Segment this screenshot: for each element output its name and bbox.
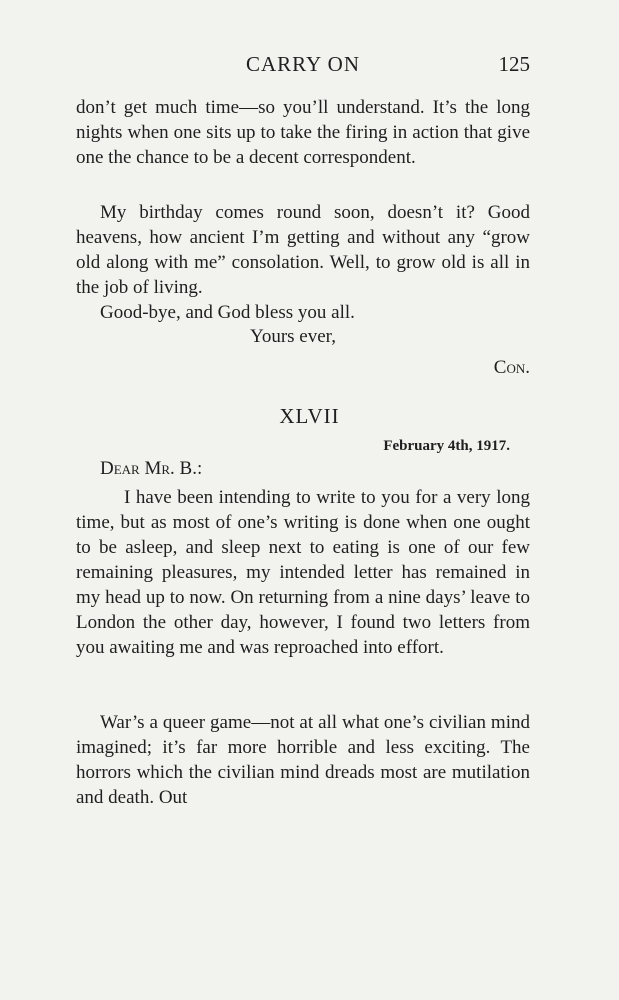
running-title: CARRY ON bbox=[246, 52, 360, 76]
letter-closing: Yours ever, bbox=[250, 326, 336, 347]
letter-body-paragraph-2: War’s a queer game—not at all what one’s civilian mind imagined; it’s far more horrible and less exciting. The horrors which the civilian mind dreads most are mutilation and death. Out bbox=[76, 712, 530, 808]
letter-signature: Con. bbox=[493, 357, 530, 378]
page-number: 125 bbox=[498, 52, 530, 76]
paragraph-goodbye: Good-bye, and God bless you all. bbox=[100, 302, 355, 323]
paragraph-continued: don’t get much time—so you’ll understand. It’s the long nights when one sits up to take the firing in action that give one the chance to be a decent correspondent. bbox=[76, 97, 530, 168]
letter-body-paragraph-1: I have been intending to write to you for a very long time, but as most of one’s writing is done when one ought to be asleep, and sleep next to eating is one of our few remaining pleasures, my intended letter has remained in my head up to now. On returning from a nine days’ leave to London the other day, however, I found two letters from you awaiting me and was reproached into effort. bbox=[76, 487, 530, 658]
paragraph-birthday: My birthday comes round soon, doesn’t it? Good heavens, how ancient I’m getting and without any “grow old along with me” consolation. Well, to grow old is all in the job of living. bbox=[76, 202, 530, 298]
running-head bbox=[76, 52, 530, 82]
letter-salutation: Dear Mr. B.: bbox=[100, 458, 203, 479]
letter-number-heading: XLVII bbox=[279, 404, 340, 428]
letter-dateline: February 4th, 1917. bbox=[383, 438, 510, 454]
